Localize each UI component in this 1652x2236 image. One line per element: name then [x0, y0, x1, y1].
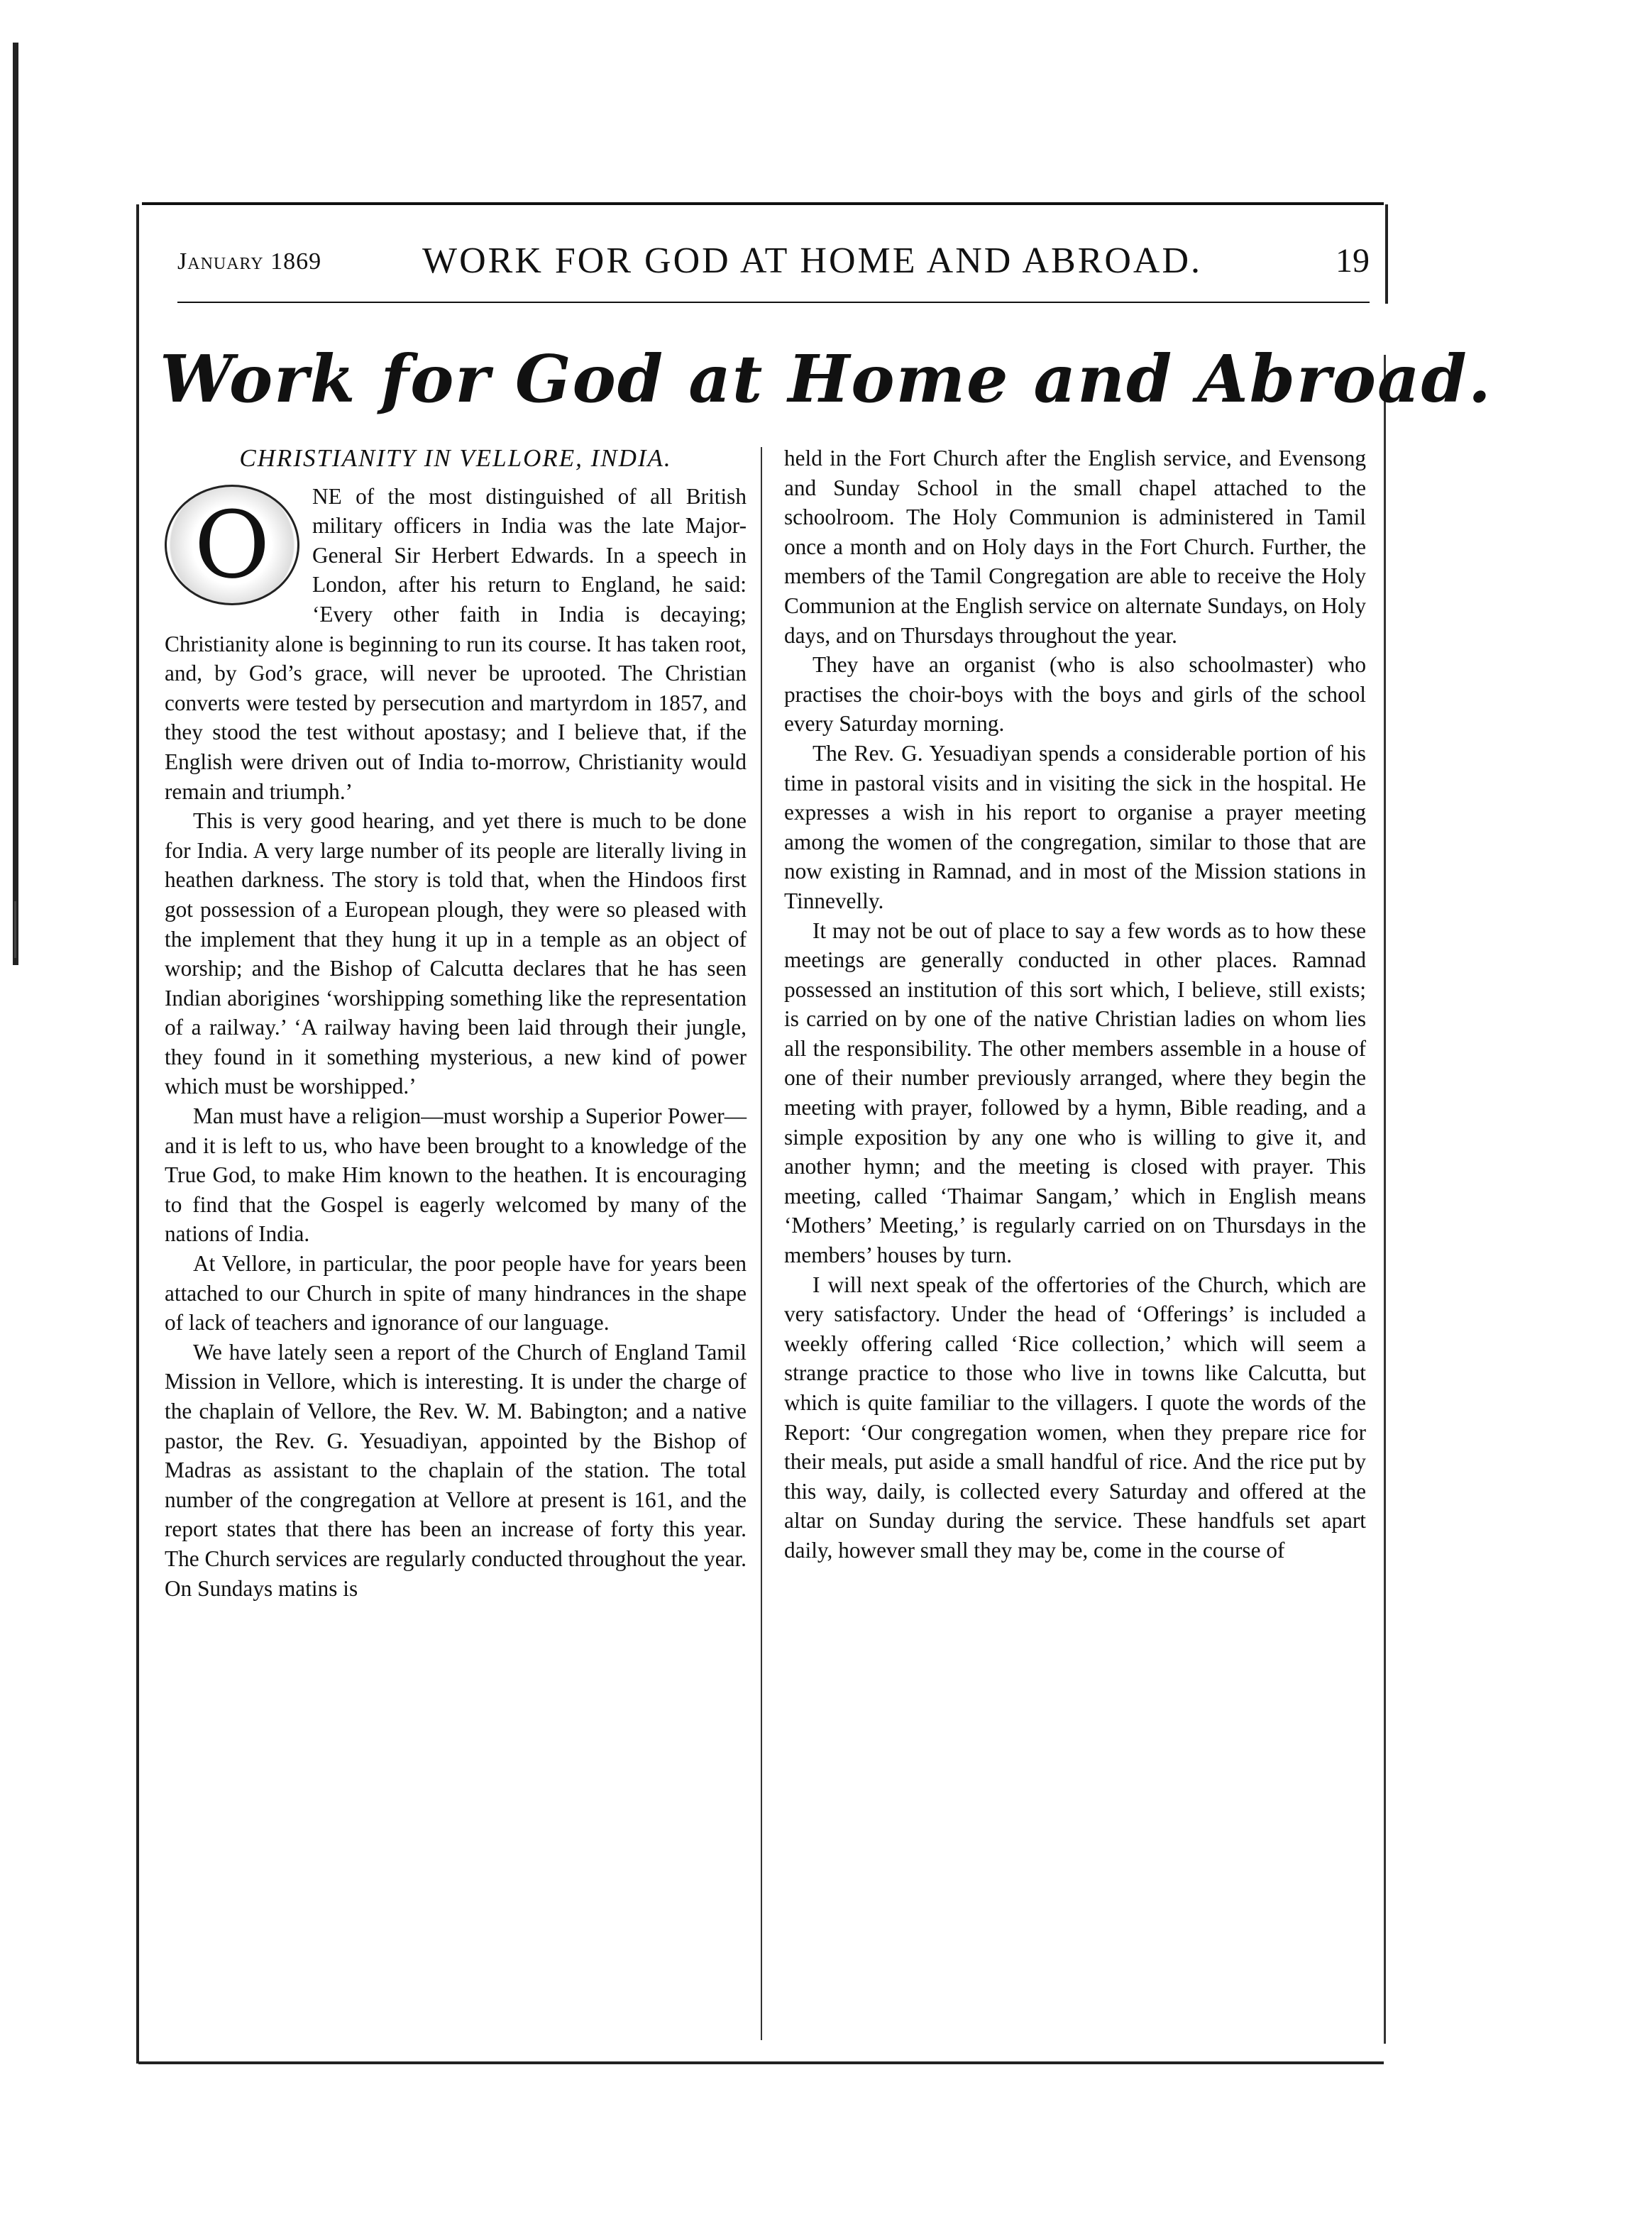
column-divider — [761, 447, 762, 2040]
paragraph: NE of the most distinguished of all British military officers in India was the late Major-General Sir Herbert Edwards. In a speech in London, after his return to England, he said: ‘Every other faith in India is decaying; Christianity alone is beginning to run its course. It has taken root, and, by God’s grace, will never be uprooted. The Christian converts were tested by persecution and martyrdom in 1857, and they stood the test without apostasy; and I believe that, if the English were driven out of India to-morrow, Christianity would remain and triumph.’ — [165, 483, 747, 804]
paragraph: This is very good hearing, and yet there is much to be done for India. A very large number of its people are literally living in heathen darkness. The story is told that, when the Hindoos first got possession of a European plough, they were so pleased with the implement that they hung it up in a temple as an object of worship; and the Bishop of Calcutta declares that he has seen Indian aborigines ‘worshipping something like the representation of a railway.’ ‘A railway having been laid through their jungle, they found in it something mysterious, a new kind of power which must be worshipped.’ — [165, 808, 747, 1099]
running-header — [177, 234, 1370, 291]
paragraph: I will next speak of the offertories of the Church, which are very satisfactory. Under the head of ‘Offerings’ is included a weekly offering called ‘Rice collection,’ which will seem a strange practice to those who live in towns like Calcutta, but which is quite familiar to the villagers. I quote the words of the Report: ‘Our congregation women, when they prepare rice for their meals, put aside a small handful of rice. And the rice put by this way, daily, is collected every Saturday and offered at the altar on Sunday during the service. These handfuls set apart daily, however small they may be, come in the course of — [784, 1272, 1366, 1563]
ornamental-drop-cap: O — [165, 485, 299, 605]
article-heading: CHRISTIANITY IN VELLORE, INDIA. — [239, 444, 672, 472]
frame-right-rule — [1385, 204, 1388, 304]
scan-edge-mark — [13, 43, 18, 965]
header-date: January 1869 — [177, 248, 322, 275]
paragraph: Man must have a religion—must worship a Superior Power—and it is left to us, who have been brought to a knowledge of the True God, to make Him known to the heathen. It is encouraging to find that the Gospel is eagerly welcomed by many of the nations of India. — [165, 1103, 747, 1247]
paragraph: held in the Fort Church after the English service, and Evensong and Sunday School in the small chapel attached to the schoolroom. The Holy Communion is administered in Tamil once a month and on Holy days in the Fort Church. Further, the members of the Tamil Congregation are able to receive the Holy Communion at the English service on alternate Sundays, on Holy days, and on Thursdays throughout the year. — [784, 446, 1366, 648]
page-number: 19 — [1336, 242, 1370, 280]
header-rule — [177, 302, 1370, 303]
header-title: WORK FOR GOD AT HOME AND ABROAD. — [422, 241, 1203, 281]
paragraph: The Rev. G. Yesuadiyan spends a considerable portion of his time in pastoral visits and in visiting the sick in the hospital. He expresses a wish in his report to organise a prayer meeting among the women of the congregation, similar to those that are now existing in Ramnad, and in most of the Mission stations in Tinnevelly. — [784, 740, 1366, 913]
top-rule — [142, 202, 1384, 205]
paragraph: We have lately seen a report of the Church of England Tamil Mission in Vellore, which is interesting. It is under the charge of the chaplain of Vellore, the Rev. W. M. Babington; and a native pastor, the Rev. G. Yesuadiyan, appointed by the Bishop of Madras as assistant to the chaplain of the station. The total number of the congregation at Vellore at present is 161, and the report states that there has been an increase of forty this year. The Church services are regularly conducted throughout the year. On Sundays matins is — [165, 1339, 747, 1601]
scan-edge-mark — [14, 901, 16, 958]
left-column — [165, 444, 747, 1603]
frame-left-rule — [136, 204, 139, 2064]
right-column — [784, 444, 1366, 1565]
paragraph: It may not be out of place to say a few words as to how these meetings are generally conducted in other places. Ramnad possessed an institution of this sort which, I believe, still exists; is carried on by one of the native Christian ladies on whom lies all the responsibility. The other members assemble in a house of one of their number previously arranged, where they begin the meeting with prayer, followed by a hymn, Bible reading, and a simple exposition by any one who is willing to give it, and another hymn; and the meeting is closed with prayer. This meeting, called ‘Thaimar Sangam,’ which in English means ‘Mothers’ Meeting,’ is regularly carried on on Thursdays in the members’ houses by turn. — [784, 918, 1366, 1268]
paragraph: They have an organist (who is also schoolmaster) who practises the choir-boys with the boys and girls of the school every Saturday morning. — [784, 652, 1366, 737]
paragraph: At Vellore, in particular, the poor people have for years been attached to our Church in spite of many hindrances in the shape of lack of teachers and ignorance of our language. — [165, 1251, 747, 1335]
bottom-rule — [138, 2061, 1384, 2064]
frame-right-rule — [1384, 355, 1386, 2044]
masthead-title: Work for God at Home and Abroad. — [160, 341, 1492, 417]
